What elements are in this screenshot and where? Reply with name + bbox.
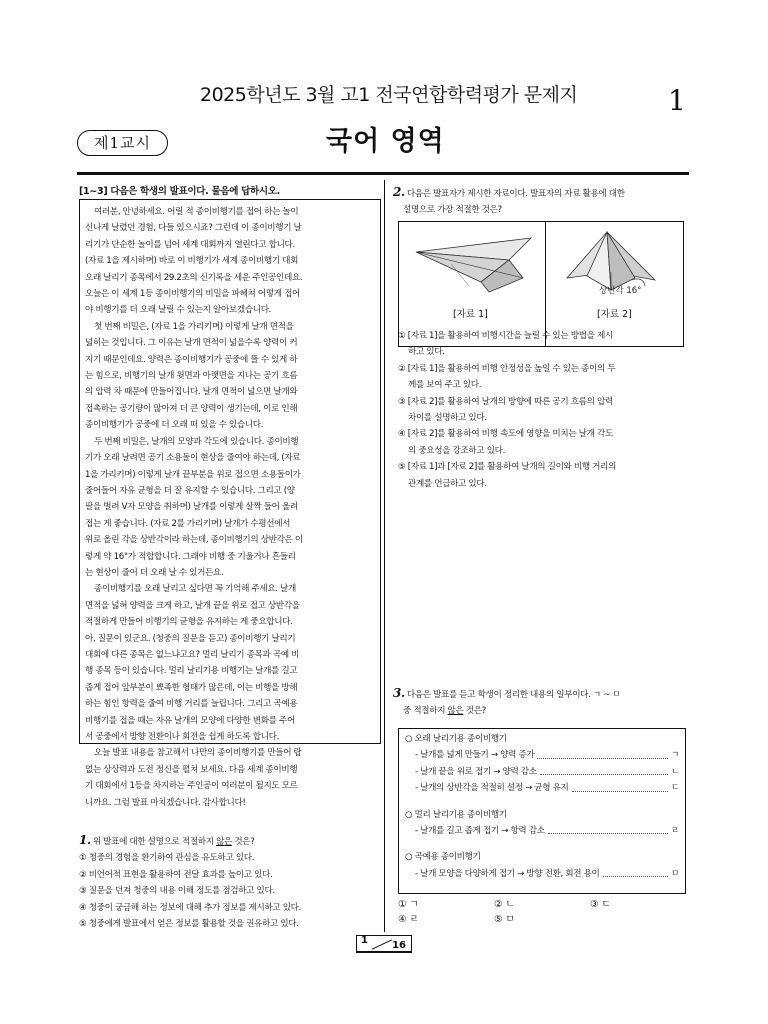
option-5: ⑤ [자료 1]과 [자료 2]를 활용하여 날개의 길이와 비행 거리의 — [398, 462, 617, 473]
paper-plane-1-illustration — [411, 230, 536, 300]
passage-line: 지기 때문인데요. 양력은 종이비행기가 공중에 뜰 수 있게 하 — [85, 354, 298, 365]
leader-dots — [603, 866, 669, 877]
option-3: ③ [자료 2]를 활용하여 날개의 방향에 따른 공기 흐름의 압력 — [398, 396, 613, 407]
leader-dots — [540, 764, 668, 775]
passage-line: 의 압력 차 때문에 만들어집니다. 날개 면적이 넓으면 날개와 — [85, 387, 298, 398]
option-continuation: 께를 보여 주고 있다. — [408, 380, 482, 391]
option-row — [398, 897, 688, 912]
passage-line: 는 힘으로, 비행기의 날개 윗면과 아랫면을 지나는 공기 흐름 — [85, 371, 298, 382]
box-item — [405, 764, 679, 780]
passage-line: 넓히는 것입니다. 그 이유는 날개 면적이 넓을수록 양력이 커 — [85, 338, 298, 349]
box-item-marker: ㅁ — [671, 868, 679, 879]
passage-line: 서 공중에서 방향 전환이나 회전을 쉽게 하도록 합니다. — [85, 732, 279, 742]
option-3: ③ 질문을 던져 청중의 내용 이해 정도를 점검하고 있다. — [79, 886, 275, 897]
box-item-marker: ㄱ — [671, 750, 679, 761]
option-5: ⑤ 청중에게 발표에서 얻은 정보를 활용할 것을 권유하고 있다. — [79, 919, 299, 930]
option-continuation: 의 중요성을 강조하고 있다. — [408, 445, 505, 456]
subject-title: 국어 영역 — [326, 126, 445, 157]
figure-caption-1: [자료 1] — [453, 309, 488, 320]
exam-title: 2025학년도 3월 고1 전국연합학력평가 문제지 — [200, 84, 578, 106]
session-badge: 제1교시 — [77, 130, 168, 156]
angle-label: 상반각 16° — [599, 286, 642, 296]
leader-dots — [572, 780, 669, 791]
passage-line: 는 현상이 줄어 더 오래 날 수 있거든요. — [85, 567, 224, 578]
leader-dots — [548, 823, 668, 834]
leader-dots — [537, 747, 668, 758]
option: ④ ㄹ — [398, 914, 419, 925]
column-divider — [384, 180, 385, 932]
question-1-stem: 1. 위 발표에 대한 설명으로 적절하지 않은 것은? — [79, 833, 255, 847]
passage-line: 기가 오래 날려면 공기 소용돌이 현상을 줄여야 하는데, (자료 — [85, 453, 301, 464]
current-page: 1 — [361, 935, 368, 946]
option-continuation: 하고 있다. — [408, 347, 445, 358]
group-spacer — [405, 797, 679, 807]
passage-line: 니까요. 그럼 발표 마치겠습니다. 감사합니다! — [85, 797, 246, 808]
question-3-options — [398, 897, 688, 927]
passage-line: 대회에 다른 종목은 없느냐고요? 멀리 날리기 종목과 곡예 비 — [85, 649, 300, 660]
passage-line: 위로 올린 각을 상반각이라 하는데, 종이비행기의 상반각은 이 — [85, 535, 303, 546]
passage-line: 오늘은 이 세계 1등 종이비행기의 비밀을 파헤쳐 어떻게 접어 — [85, 289, 301, 300]
option — [590, 912, 686, 927]
option-2: ② 비언어적 표현을 활용하여 전달 효과를 높이고 있다. — [79, 869, 273, 880]
question-3 — [393, 685, 691, 720]
group-spacer — [405, 839, 679, 849]
box-item-marker: ㄹ — [671, 826, 679, 837]
passage-box — [79, 199, 381, 808]
option: ⑤ ㅁ — [494, 914, 515, 925]
passage-line: 면적을 넓혀 양력을 크게 하고, 날개 끝을 위로 접고 상반각을 — [85, 600, 300, 611]
box-item-marker: ㄴ — [671, 766, 679, 777]
total-pages: 16 — [392, 940, 406, 951]
passage-line: 종이비행기가 공중에 더 오래 떠 있을 수 있습니다. — [85, 420, 264, 431]
page-footer — [356, 935, 412, 953]
box-item — [405, 866, 679, 882]
question-number: 2. — [393, 185, 405, 199]
passage-line: 첫 번째 비밀은, (자료 1을 가리키며) 이렇게 날개 면적을 — [94, 321, 294, 332]
option: ① ㄱ — [398, 899, 419, 910]
passage-line: 여러분, 안녕하세요. 어릴 적 종이비행기를 접어 하는 놀이 — [94, 207, 299, 217]
option-row — [398, 912, 688, 927]
passage-line: 두 번째 비밀은, 날개의 모양과 각도에 있습니다. 종이비행 — [94, 436, 299, 447]
option-4: ④ [자료 2]를 활용하여 비행 속도에 영향을 미치는 날개 각도 — [398, 429, 613, 440]
passage-line: 팔을 벌려 V자 모양을 취하며) 날개를 이렇게 살짝 들어 올려 — [85, 502, 298, 513]
question-2 — [393, 184, 691, 219]
question-1 — [79, 832, 381, 932]
instruction: [1~3] 다음은 학생의 발표이다. 물음에 답하시오. — [79, 186, 280, 197]
option-1: ① [자료 1]을 활용하여 비행시간을 늘릴 수 있는 방법을 제시 — [398, 331, 613, 341]
box-group-heading: ○ 멀리 날리기용 종이비행기 — [405, 809, 507, 820]
question-2-options — [398, 328, 690, 492]
option-1: ① 청중의 경험을 환기하여 관심을 유도하고 있다. — [79, 853, 255, 864]
option: ③ ㄷ — [590, 899, 611, 910]
box-item-text: - 날개를 길고 좁게 접기 → 항력 감소 — [415, 826, 545, 837]
box-item-text: - 날개 끝을 위로 접기 → 양력 감소 — [415, 766, 537, 777]
box-group-heading: ○ 곡예용 종이비행기 — [405, 852, 481, 863]
passage-line: 줄어들어 자유 균형을 더 잘 유지할 수 있습니다. 그리고 (양 — [85, 485, 295, 496]
box-item-marker: ㄷ — [671, 783, 679, 794]
box-group-heading: ○ 오래 날리기용 종이비행기 — [405, 734, 507, 744]
passage-line: 아, 질문이 있군요. (청중의 질문을 듣고) 종이비행기 날리기 — [85, 633, 296, 644]
question-2-stem: 2. 다음은 발표자가 제시한 자료이다. 발표자의 자료 활용에 대한 — [393, 185, 625, 199]
question-1-options — [79, 850, 381, 932]
option-continuation: 관계를 언급하고 있다. — [408, 478, 487, 489]
passage-line: 리기가 단순한 놀이를 넘어 세계 대회까지 열린다고 합니다. — [85, 239, 295, 250]
page-slash — [372, 939, 392, 949]
passage-line: 오늘 발표 내용을 참고해서 나만의 종이비행기를 만들어 랍 — [94, 748, 302, 759]
box-item-text: - 날개를 넓게 만들기 → 양력 증가 — [415, 750, 535, 761]
question-3-stem: 3. 다음은 발표를 듣고 학생이 정리한 내용의 일부이다. ㄱ ~ ㅁ — [393, 686, 621, 700]
option-2: ② [자료 1]을 활용하여 비행 안정성을 높일 수 있는 종이의 두 — [398, 363, 616, 374]
passage-line: 행 종목 등이 있습니다. 멀리 날리기용 비행기는 날개를 길고 — [85, 666, 298, 677]
passage-line: 없는 상상력과 도전 정신을 펼쳐 보세요. 다음 세계 종이비행 — [85, 764, 298, 775]
passage-line: 접촉하는 공기량이 많아져 더 큰 양력이 생기는데, 이로 인해 — [85, 403, 298, 414]
page-number: 1 — [668, 84, 686, 117]
passage-line: 좁게 접어 앞부분이 뾰족한 형태가 많은데, 이는 비행을 방해 — [85, 682, 298, 693]
question-number: 3. — [393, 686, 405, 700]
option-4: ④ 청중이 궁금해 하는 정보에 대해 추가 정보를 제시하고 있다. — [79, 902, 302, 913]
box-item-text: - 날개의 상반각을 적절히 설정 → 균형 유지 — [415, 783, 569, 794]
summary-box — [398, 728, 686, 894]
passage-line: 신나게 날렸던 경험, 다들 있으시죠? 그런데 이 종이비행기 날 — [85, 223, 302, 234]
box-item — [405, 823, 679, 839]
box-item — [405, 747, 679, 763]
box-item-text: - 날개 모양을 다양하게 접기 → 방향 전환, 회전 용이 — [415, 868, 600, 879]
passage-line: 하는 힘인 항력을 줄여 비행 거리를 늘립니다. 그리고 곡예용 — [85, 699, 298, 710]
option-continuation: 차이를 설명하고 있다. — [408, 413, 487, 424]
passage-line: 1을 가리키며) 이렇게 날개 끝부분을 위로 접으면 소용돌이가 — [85, 469, 301, 480]
passage-line: 종이비행기를 오래 날리고 싶다면 꼭 기억해 주세요. 날개 — [94, 584, 296, 595]
box-item — [405, 780, 679, 796]
passage-line: 비행기를 접을 때는 자유 날개의 모양에 다양한 변화를 주어 — [85, 715, 295, 726]
passage-line: 기 대회에서 1등을 차지하는 주인공이 여러분이 될지도 모르 — [85, 781, 298, 792]
figure-caption-2: [자료 2] — [597, 309, 632, 320]
option: ② ㄴ — [494, 899, 515, 910]
passage-line: 오래 날리기 종목에서 29.2초의 신기록을 세운 주인공인데요. — [85, 272, 303, 283]
passage-line: 렇게 약 16°가 적합합니다. 그래야 비행 중 기울거나 흔들리 — [85, 551, 296, 562]
header-rule — [77, 172, 689, 175]
question-2-stem-cont: 설명으로 가장 적절한 것은? — [403, 205, 502, 216]
passage-line: 접는 게 좋습니다. (자료 2를 가리키며) 날개가 수평선에서 — [85, 518, 291, 529]
question-3-stem-cont: 중 적절하지 않은 것은? — [403, 706, 486, 717]
passage-line: 적절하게 만들어 비행기의 균형을 유지하는 게 중요합니다. — [85, 617, 293, 628]
question-number: 1. — [79, 833, 91, 847]
passage-line: 야 비행기를 더 오래 날릴 수 있는지 알아보겠습니다. — [85, 305, 272, 316]
passage-line: (자료 1을 제시하며) 바로 이 비행기가 세계 종이비행기 대회 — [85, 256, 299, 267]
